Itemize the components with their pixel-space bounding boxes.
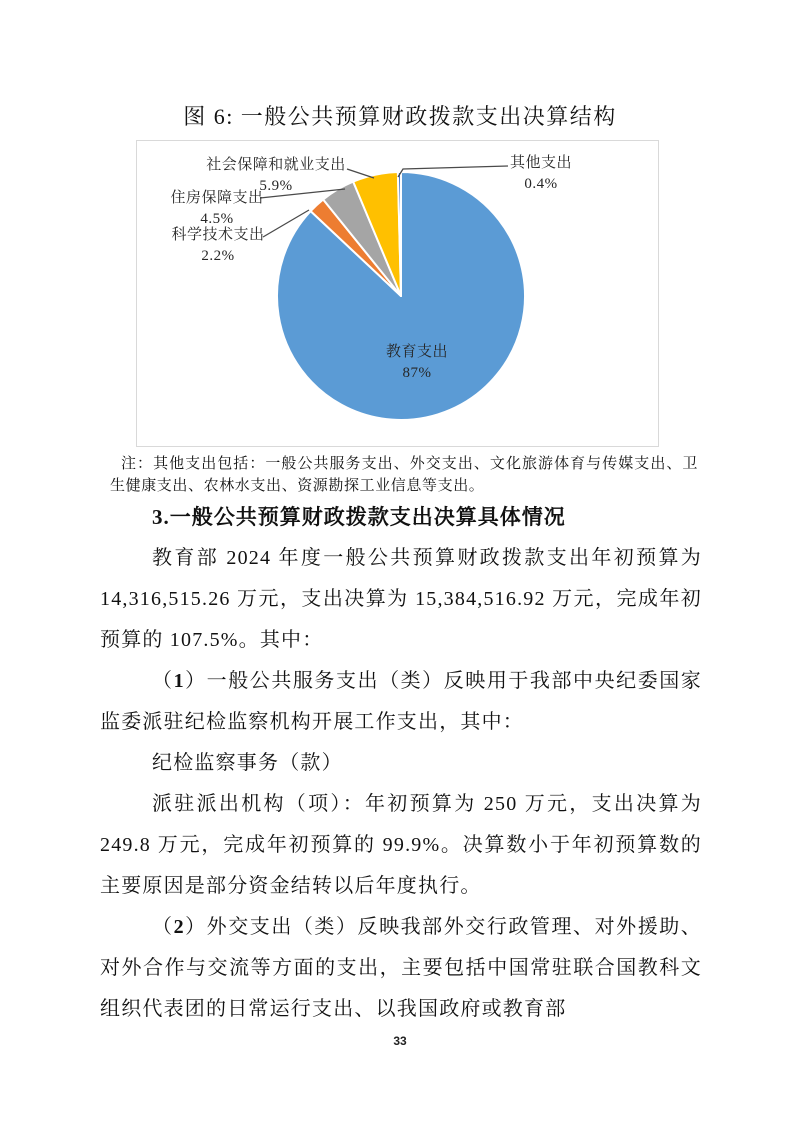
paragraph: 教育部 2024 年度一般公共预算财政拨款支出年初预算为 14,316,515.26 万元，支出决算为 15,384,516.92 万元，完成年初预算的 107.5%。其中： [100, 547, 702, 651]
section-heading [152, 501, 566, 531]
slice-label: 住房保障支出 [170, 190, 264, 206]
section-title: 一般公共预算财政拨款支出决算具体情况 [169, 505, 566, 529]
paragraph: 派驻派出机构（项）：年初预算为 250 万元，支出决算为 249.8 万元，完成年初预算的 99.9%。决算数小于年初预算数的主要原因是部分资金结转以后年度执行。 [100, 793, 702, 897]
callout-science-tech-label [148, 225, 288, 267]
section-number: 3. [152, 505, 170, 529]
figure-title: 图 6: 一般公共预算财政拨款支出决算结构 [183, 104, 617, 129]
slice-label: 其他支出 [509, 155, 572, 171]
slice-value: 0.4% [524, 176, 558, 192]
label-education-inside [347, 342, 487, 384]
slice-label: 教育支出 [385, 344, 448, 360]
pie-chart [136, 140, 659, 447]
paragraph: （1）一般公共服务支出（类）反映用于我部中央纪委国家监委派驻纪检监察机构开展工作支出，其中： [100, 670, 702, 733]
slice-value: 5.9% [259, 178, 293, 194]
slice-label: 科学技术支出 [171, 227, 265, 243]
callout-other-expense-label [471, 153, 611, 195]
body-paragraphs [100, 538, 702, 1030]
slice-value: 87% [402, 365, 432, 381]
slice-value: 4.5% [200, 211, 234, 227]
page-number: 33 [393, 1034, 407, 1048]
paragraph: （2）外交支出（类）反映我部外交行政管理、对外援助、对外合作与交流等方面的支出，主要包括中国常驻联合国教科文组织代表团的日常运行支出、以我国政府或教育部 [100, 916, 702, 1020]
paragraph: 纪检监察事务（款） [152, 752, 343, 774]
figure-note: 注：其他支出包括：一般公共服务支出、外交支出、文化旅游体育与传媒支出、卫生健康支出、农林水支出、资源勘探工业信息等支出。 [110, 456, 698, 494]
callout-housing-label [147, 188, 287, 230]
slice-label: 社会保障和就业支出 [206, 157, 346, 173]
slice-value: 2.2% [201, 248, 235, 264]
